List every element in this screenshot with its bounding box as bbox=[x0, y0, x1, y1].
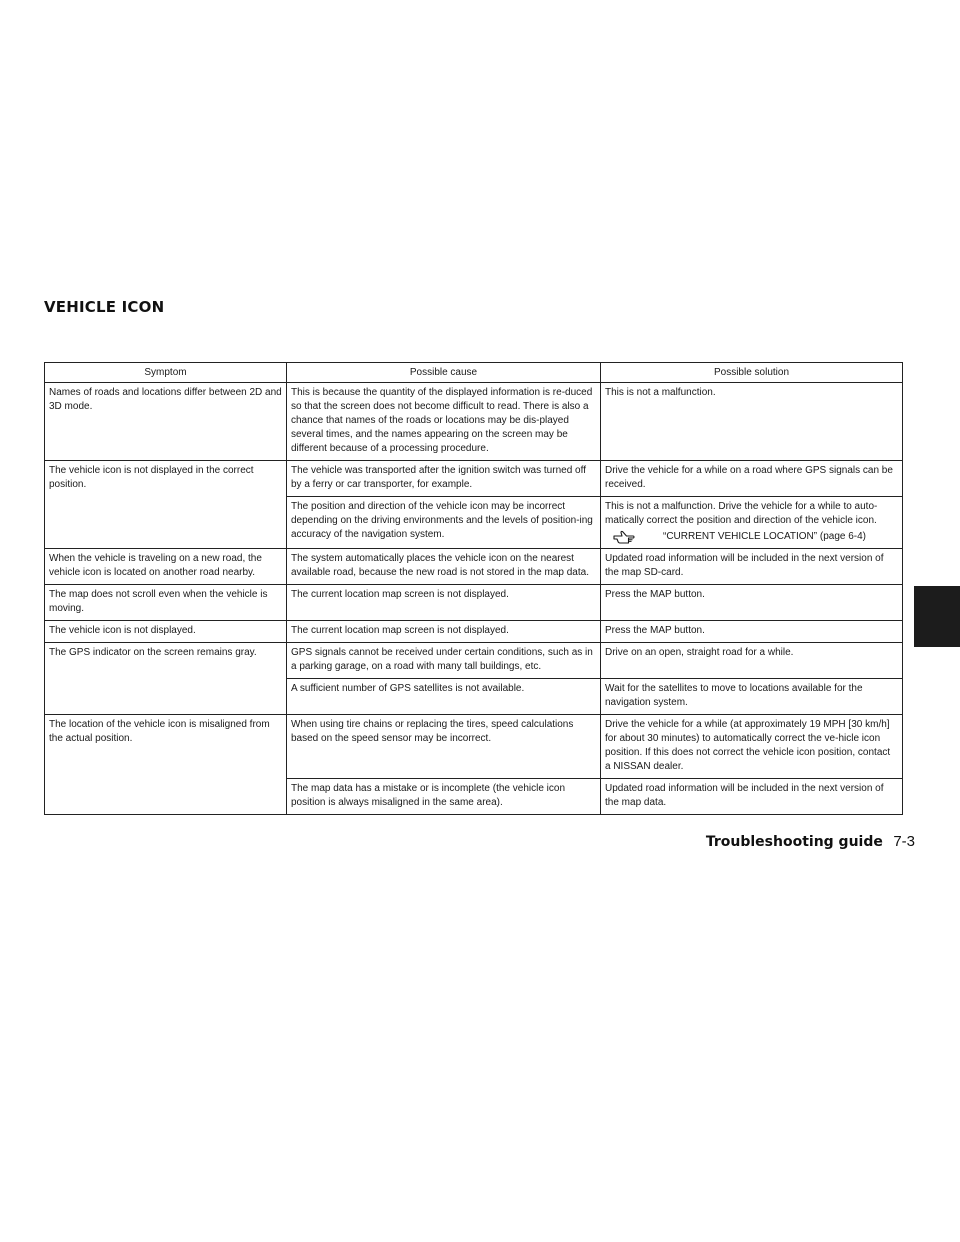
symptom-cell: Names of roads and locations differ between 2D and 3D mode. bbox=[45, 383, 287, 461]
table-row bbox=[45, 715, 903, 779]
cause-cell: This is because the quantity of the displayed information is re-duced so that the screen does not become difficult to read. There is also a chance that names of the roads or locations may be dis-played several times, and the names appearing on the screen may be different because of a processing procedure. bbox=[287, 383, 601, 461]
symptom-cell: The location of the vehicle icon is misaligned from the actual position. bbox=[45, 715, 287, 815]
table-row bbox=[45, 643, 903, 679]
cause-cell: GPS signals cannot be received under certain conditions, such as in a parking garage, on a road with many tall buildings, etc. bbox=[287, 643, 601, 679]
solution-cell: Press the MAP button. bbox=[601, 585, 903, 621]
cause-cell: The current location map screen is not displayed. bbox=[287, 585, 601, 621]
symptom-cell: The GPS indicator on the screen remains gray. bbox=[45, 643, 287, 715]
symptom-cell: When the vehicle is traveling on a new road, the vehicle icon is located on another road nearby. bbox=[45, 549, 287, 585]
troubleshooting-table bbox=[44, 362, 903, 815]
header-symptom: Symptom bbox=[45, 363, 287, 383]
symptom-cell: The vehicle icon is not displayed. bbox=[45, 621, 287, 643]
page-number: 7-3 bbox=[893, 833, 915, 850]
solution-cell: This is not a malfunction. bbox=[601, 383, 903, 461]
table-row bbox=[45, 549, 903, 585]
header-possible-cause: Possible cause bbox=[287, 363, 601, 383]
solution-text: This is not a malfunction. Drive the vehicle for a while to auto-matically correct the position and direction of the vehicle icon. bbox=[605, 501, 878, 526]
header-possible-solution: Possible solution bbox=[601, 363, 903, 383]
table-header-row bbox=[45, 363, 903, 383]
solution-cell bbox=[601, 497, 903, 549]
cause-cell: When using tire chains or replacing the tires, speed calculations based on the speed sensor may be incorrect. bbox=[287, 715, 601, 779]
table-row bbox=[45, 585, 903, 621]
cause-cell: The vehicle was transported after the ignition switch was turned off by a ferry or car transporter, for example. bbox=[287, 461, 601, 497]
cause-cell: The system automatically places the vehicle icon on the nearest available road, because the new road is not stored in the map data. bbox=[287, 549, 601, 585]
cause-cell: A sufficient number of GPS satellites is not available. bbox=[287, 679, 601, 715]
cause-cell: The current location map screen is not displayed. bbox=[287, 621, 601, 643]
solution-cell: Updated road information will be included in the next version of the map SD-card. bbox=[601, 549, 903, 585]
reference-text: “CURRENT VEHICLE LOCATION” (page 6-4) bbox=[663, 531, 867, 542]
section-title: VEHICLE ICON bbox=[44, 298, 165, 316]
symptom-cell: The map does not scroll even when the vehicle is moving. bbox=[45, 585, 287, 621]
page-footer bbox=[706, 833, 915, 851]
table-row bbox=[45, 621, 903, 643]
table-row bbox=[45, 383, 903, 461]
footer-section-title: Troubleshooting guide bbox=[705, 834, 883, 850]
pointing-hand-icon bbox=[613, 530, 635, 544]
table-row bbox=[45, 461, 903, 497]
cause-cell: The map data has a mistake or is incomplete (the vehicle icon position is always misaligned in the same area). bbox=[287, 779, 601, 815]
symptom-cell: The vehicle icon is not displayed in the correct position. bbox=[45, 461, 287, 549]
page-reference[interactable] bbox=[605, 530, 898, 544]
solution-cell: Drive the vehicle for a while on a road where GPS signals can be received. bbox=[601, 461, 903, 497]
cause-cell: The position and direction of the vehicle icon may be incorrect depending on the driving environments and the levels of position-ing accuracy of the navigation system. bbox=[287, 497, 601, 549]
solution-cell: Press the MAP button. bbox=[601, 621, 903, 643]
solution-cell: Drive on an open, straight road for a while. bbox=[601, 643, 903, 679]
solution-cell: Drive the vehicle for a while (at approximately 19 MPH [30 km/h] for about 30 minutes) to automatically correct the ve-hicle icon position. If this does not correct the vehicle icon position, contact a NISSAN dealer. bbox=[601, 715, 903, 779]
chapter-tab bbox=[914, 586, 960, 647]
solution-cell: Updated road information will be included in the next version of the map data. bbox=[601, 779, 903, 815]
solution-cell: Wait for the satellites to move to locations available for the navigation system. bbox=[601, 679, 903, 715]
